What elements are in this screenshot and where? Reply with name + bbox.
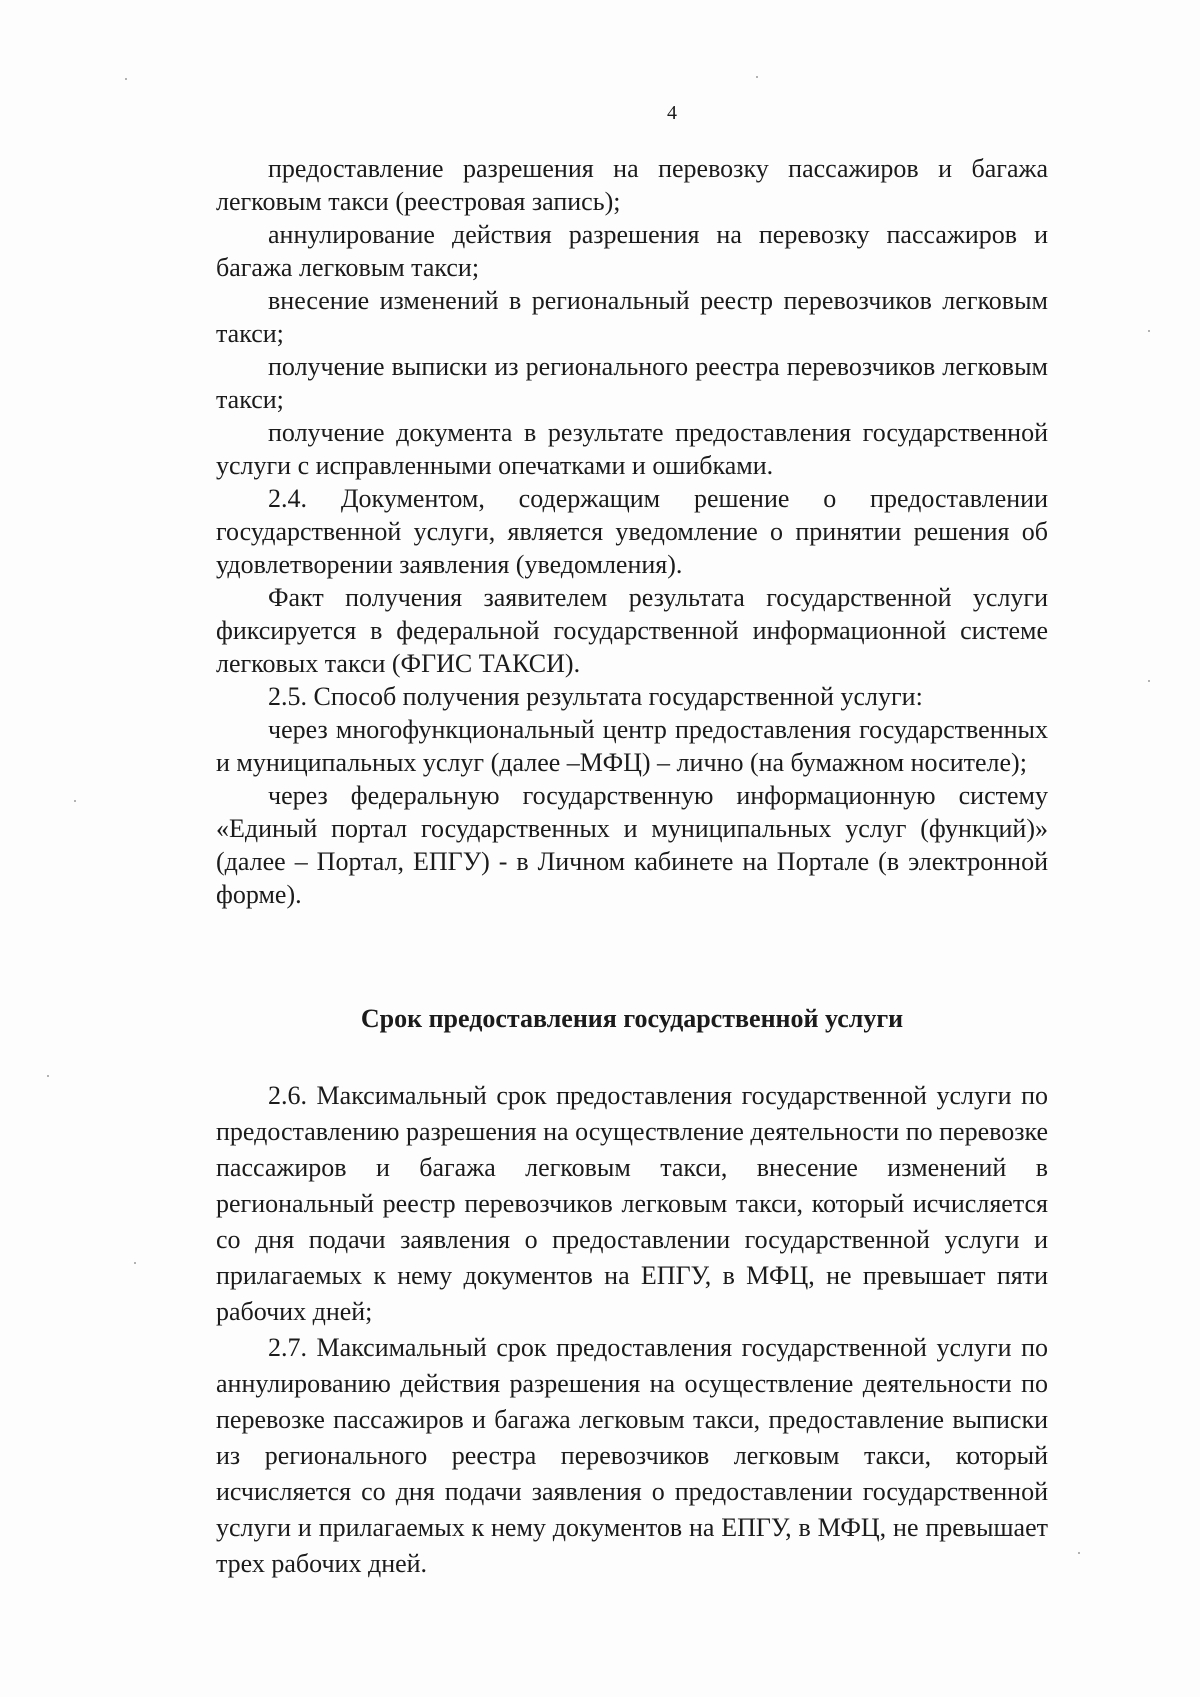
paragraph-2-4: 2.4. Документом, содержащим решение о предоставлении государственной услуги, является уведомление о принятии решения об удовлетворении заявления (уведомления). (216, 484, 1048, 579)
paragraph: Факт получения заявителем результата государственной услуги фиксируется в федеральной государственной информационной системе легковых такси (ФГИС ТАКСИ). (216, 583, 1048, 678)
paragraph: получение выписки из регионального реестра перевозчиков легковым такси; (216, 352, 1048, 414)
paragraph: через федеральную государственную информационную систему «Единый портал государственных и муниципальных услуг (функций)» (далее – Портал, ЕПГУ) - в Личном кабинете на Портале (в электронной форме). (216, 781, 1048, 909)
paragraph: внесение изменений в региональный реестр перевозчиков легковым такси; (216, 286, 1048, 348)
section-body (216, 1078, 1048, 1582)
section-heading: Срок предоставления государственной услуги (360, 1004, 904, 1033)
page-number: 4 (667, 102, 677, 124)
results-list (216, 152, 1048, 911)
paragraph: аннулирование действия разрешения на перевозку пассажиров и багажа легковым такси; (216, 220, 1048, 282)
paragraph: предоставление разрешения на перевозку пассажиров и багажа легковым такси (реестровая запись); (216, 154, 1048, 216)
scan-speck (756, 76, 758, 78)
scan-speck (1078, 1552, 1080, 1554)
paragraph-2-7: 2.7. Максимальный срок предоставления государственной услуги по аннулированию действия разрешения на осуществление деятельности по перевозке пассажиров и багажа легковым такси, предоставление выписки из регионального реестра перевозчиков легковым такси, который исчисляется со дня подачи заявления о предоставлении государственной услуги и прилагаемых к нему документов на ЕПГУ, в МФЦ, не превышает трех рабочих дней. (216, 1333, 1048, 1578)
scan-speck (47, 1075, 49, 1077)
paragraph: через многофункциональный центр предоставления государственных и муниципальных услуг (далее –МФЦ) – лично (на бумажном носителе); (216, 715, 1048, 777)
paragraph-2-6: 2.6. Максимальный срок предоставления государственной услуги по предоставлению разрешения на осуществление деятельности по перевозке пассажиров и багажа легковым такси, внесение изменений в региональный реестр перевозчиков легковым такси, который исчисляется со дня подачи заявления о предоставлении государственной услуги и прилагаемых к нему документов на ЕПГУ, в МФЦ, не превышает пяти рабочих дней; (216, 1081, 1049, 1326)
scan-speck (1148, 330, 1150, 332)
scan-speck (74, 800, 76, 802)
scan-speck (134, 1262, 136, 1264)
paragraph-2-5: 2.5. Способ получения результата государственной услуги: (268, 682, 923, 711)
scan-speck (1148, 680, 1150, 682)
scan-speck (125, 78, 127, 80)
paragraph: получение документа в результате предоставления государственной услуги с исправленными опечатками и ошибками. (216, 418, 1048, 480)
